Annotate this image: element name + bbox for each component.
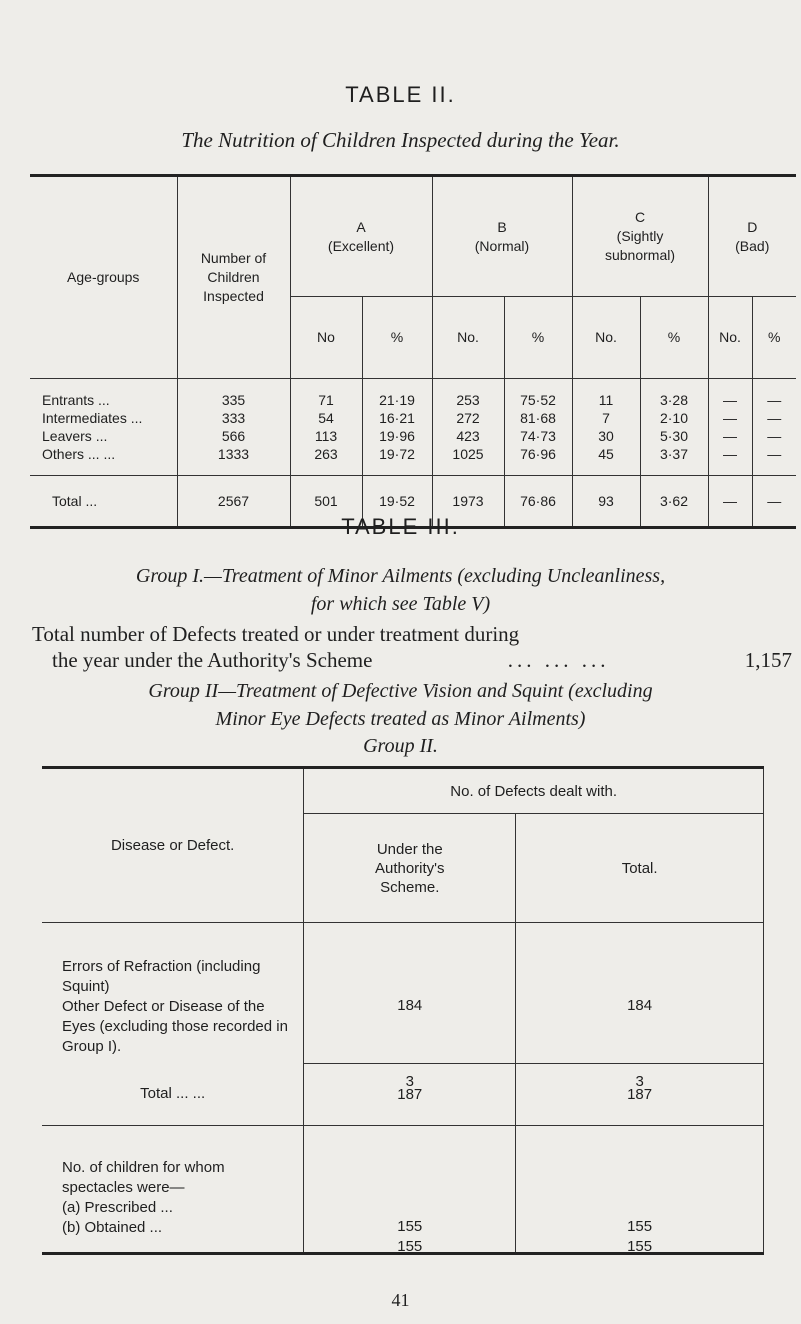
table-row [30, 409, 796, 427]
table-3-heading: TABLE III. [341, 514, 460, 539]
cell: 93 [572, 476, 640, 528]
total-line-2: the year under the Authority's Scheme [52, 648, 373, 672]
age-groups-header: Age-groups [67, 269, 140, 285]
cell: 1973 [432, 476, 504, 528]
d-pct-header: % [752, 297, 796, 379]
cell: — [752, 409, 796, 427]
vision-defects-table [42, 766, 764, 1255]
b-pct-header: % [504, 297, 572, 379]
obtained-scheme-value: 155 [397, 1237, 423, 1255]
cell: 45 [572, 445, 640, 476]
prescribed-label: (a) Prescribed ... [62, 1198, 173, 1216]
group-1-line-1: Group I.—Treatment of Minor Ailments (excluding Uncleanliness, [135, 565, 666, 587]
cell: 5·30 [640, 427, 708, 445]
cell: 71 [290, 379, 362, 410]
total-label: Total ... [30, 476, 177, 528]
spectacles-label: No. of children for whom spectacles were— (a) Prescribed ... (b) Obtained ... [42, 1125, 304, 1253]
c-no-header: No. [572, 297, 640, 379]
group2-total-scheme: 187 [304, 1063, 516, 1125]
cell: 253 [432, 379, 504, 410]
cell: 21·19 [362, 379, 432, 410]
cell: 333 [177, 409, 290, 427]
cell: 7 [572, 409, 640, 427]
disease-header: Disease or Defect. [110, 837, 235, 854]
group2-total-total: 187 [516, 1063, 764, 1125]
row-label: Others ... ... [42, 446, 116, 462]
c-pct-header: % [640, 297, 708, 379]
grade-d-header: D (Bad) [708, 176, 796, 297]
errors-label: Errors of Refraction (including Squint) Other Defect or Disease of the Eyes (excluding those recorded in Group I). [42, 923, 304, 1064]
group2-total-label: Total ... ... [140, 1085, 206, 1103]
number-inspected-header: Number of Children Inspected [177, 176, 290, 379]
group-2-line-1: Group II—Treatment of Defective Vision and Squint (excluding [148, 680, 653, 702]
nutrition-table [30, 174, 796, 529]
row-label: Intermediates ... [42, 410, 143, 426]
cell: 1333 [177, 445, 290, 476]
cell: — [708, 379, 752, 410]
cell: 76·96 [504, 445, 572, 476]
cell: 423 [432, 427, 504, 445]
prescribed-scheme-value: 155 [397, 1217, 423, 1235]
total-header: Total. [516, 814, 764, 923]
cell: 272 [432, 409, 504, 427]
errors-total-cell [516, 923, 764, 1090]
cell: — [708, 409, 752, 427]
cell: 113 [290, 427, 362, 445]
table-row [30, 445, 796, 476]
table-row [30, 427, 796, 445]
cell: 75·52 [504, 379, 572, 410]
errors-scheme-value: 184 [397, 997, 423, 1014]
cell: 263 [290, 445, 362, 476]
grade-a-header: A (Excellent) [290, 176, 432, 297]
cell: 566 [177, 427, 290, 445]
group-2-line-2: Minor Eye Defects treated as Minor Ailments) [215, 708, 586, 730]
cell: 81·68 [504, 409, 572, 427]
a-pct-header: % [362, 297, 432, 379]
table-row [30, 379, 796, 410]
cell: — [752, 427, 796, 445]
row-label: Leavers ... [42, 428, 108, 444]
spectacles-total-cell [516, 1125, 764, 1253]
cell: 74·73 [504, 427, 572, 445]
cell: 2·10 [640, 409, 708, 427]
b-no-header: No. [432, 297, 504, 379]
grade-c-header: C (Sightly subnormal) [572, 176, 708, 297]
cell: 19·52 [362, 476, 432, 528]
grade-b-header: B (Normal) [432, 176, 572, 297]
cell: 16·21 [362, 409, 432, 427]
cell: 19·96 [362, 427, 432, 445]
cell: 335 [177, 379, 290, 410]
group-2-title [0, 677, 801, 733]
leader-dots: ... ... ... [507, 648, 610, 672]
obtained-label: (b) Obtained ... [62, 1218, 163, 1236]
cell: — [708, 427, 752, 445]
table-2-heading: TABLE II. [345, 82, 456, 107]
d-no-header: No. [708, 297, 752, 379]
prescribed-total-value: 155 [627, 1217, 653, 1235]
page-number: 41 [391, 1290, 410, 1310]
cell: 54 [290, 409, 362, 427]
row-label: Entrants ... [30, 379, 177, 410]
cell: 2567 [177, 476, 290, 528]
cell: — [752, 476, 796, 528]
cell: — [752, 445, 796, 476]
other-scheme-value: 3 [405, 1073, 414, 1090]
table-2-subtitle: The Nutrition of Children Inspected during the Year. [181, 128, 620, 152]
cell: 501 [290, 476, 362, 528]
group-1-line-2: for which see Table V) [310, 593, 491, 615]
total-line-1: Total number of Defects treated or under treatment during [32, 622, 520, 646]
obtained-total-value: 155 [627, 1237, 653, 1255]
dealt-with-header: No. of Defects dealt with. [304, 768, 764, 814]
cell: 19·72 [362, 445, 432, 476]
cell: 3·28 [640, 379, 708, 410]
cell: 11 [572, 379, 640, 410]
cell: 76·86 [504, 476, 572, 528]
a-no-header: No [290, 297, 362, 379]
total-defects-line [32, 621, 792, 673]
other-total-value: 3 [635, 1073, 644, 1090]
cell: — [708, 476, 752, 528]
total-defects-value: 1,157 [744, 648, 792, 672]
cell: 3·37 [640, 445, 708, 476]
errors-total-value: 184 [627, 997, 653, 1014]
cell: 3·62 [640, 476, 708, 528]
cell: — [752, 379, 796, 410]
errors-scheme-cell [304, 923, 516, 1090]
cell: 30 [572, 427, 640, 445]
group-2-label: Group II. [363, 735, 438, 757]
cell: 1025 [432, 445, 504, 476]
spectacles-scheme-cell [304, 1125, 516, 1253]
group-1-title [0, 562, 801, 618]
cell: — [708, 445, 752, 476]
under-scheme-header: Under the Authority's Scheme. [304, 814, 516, 923]
